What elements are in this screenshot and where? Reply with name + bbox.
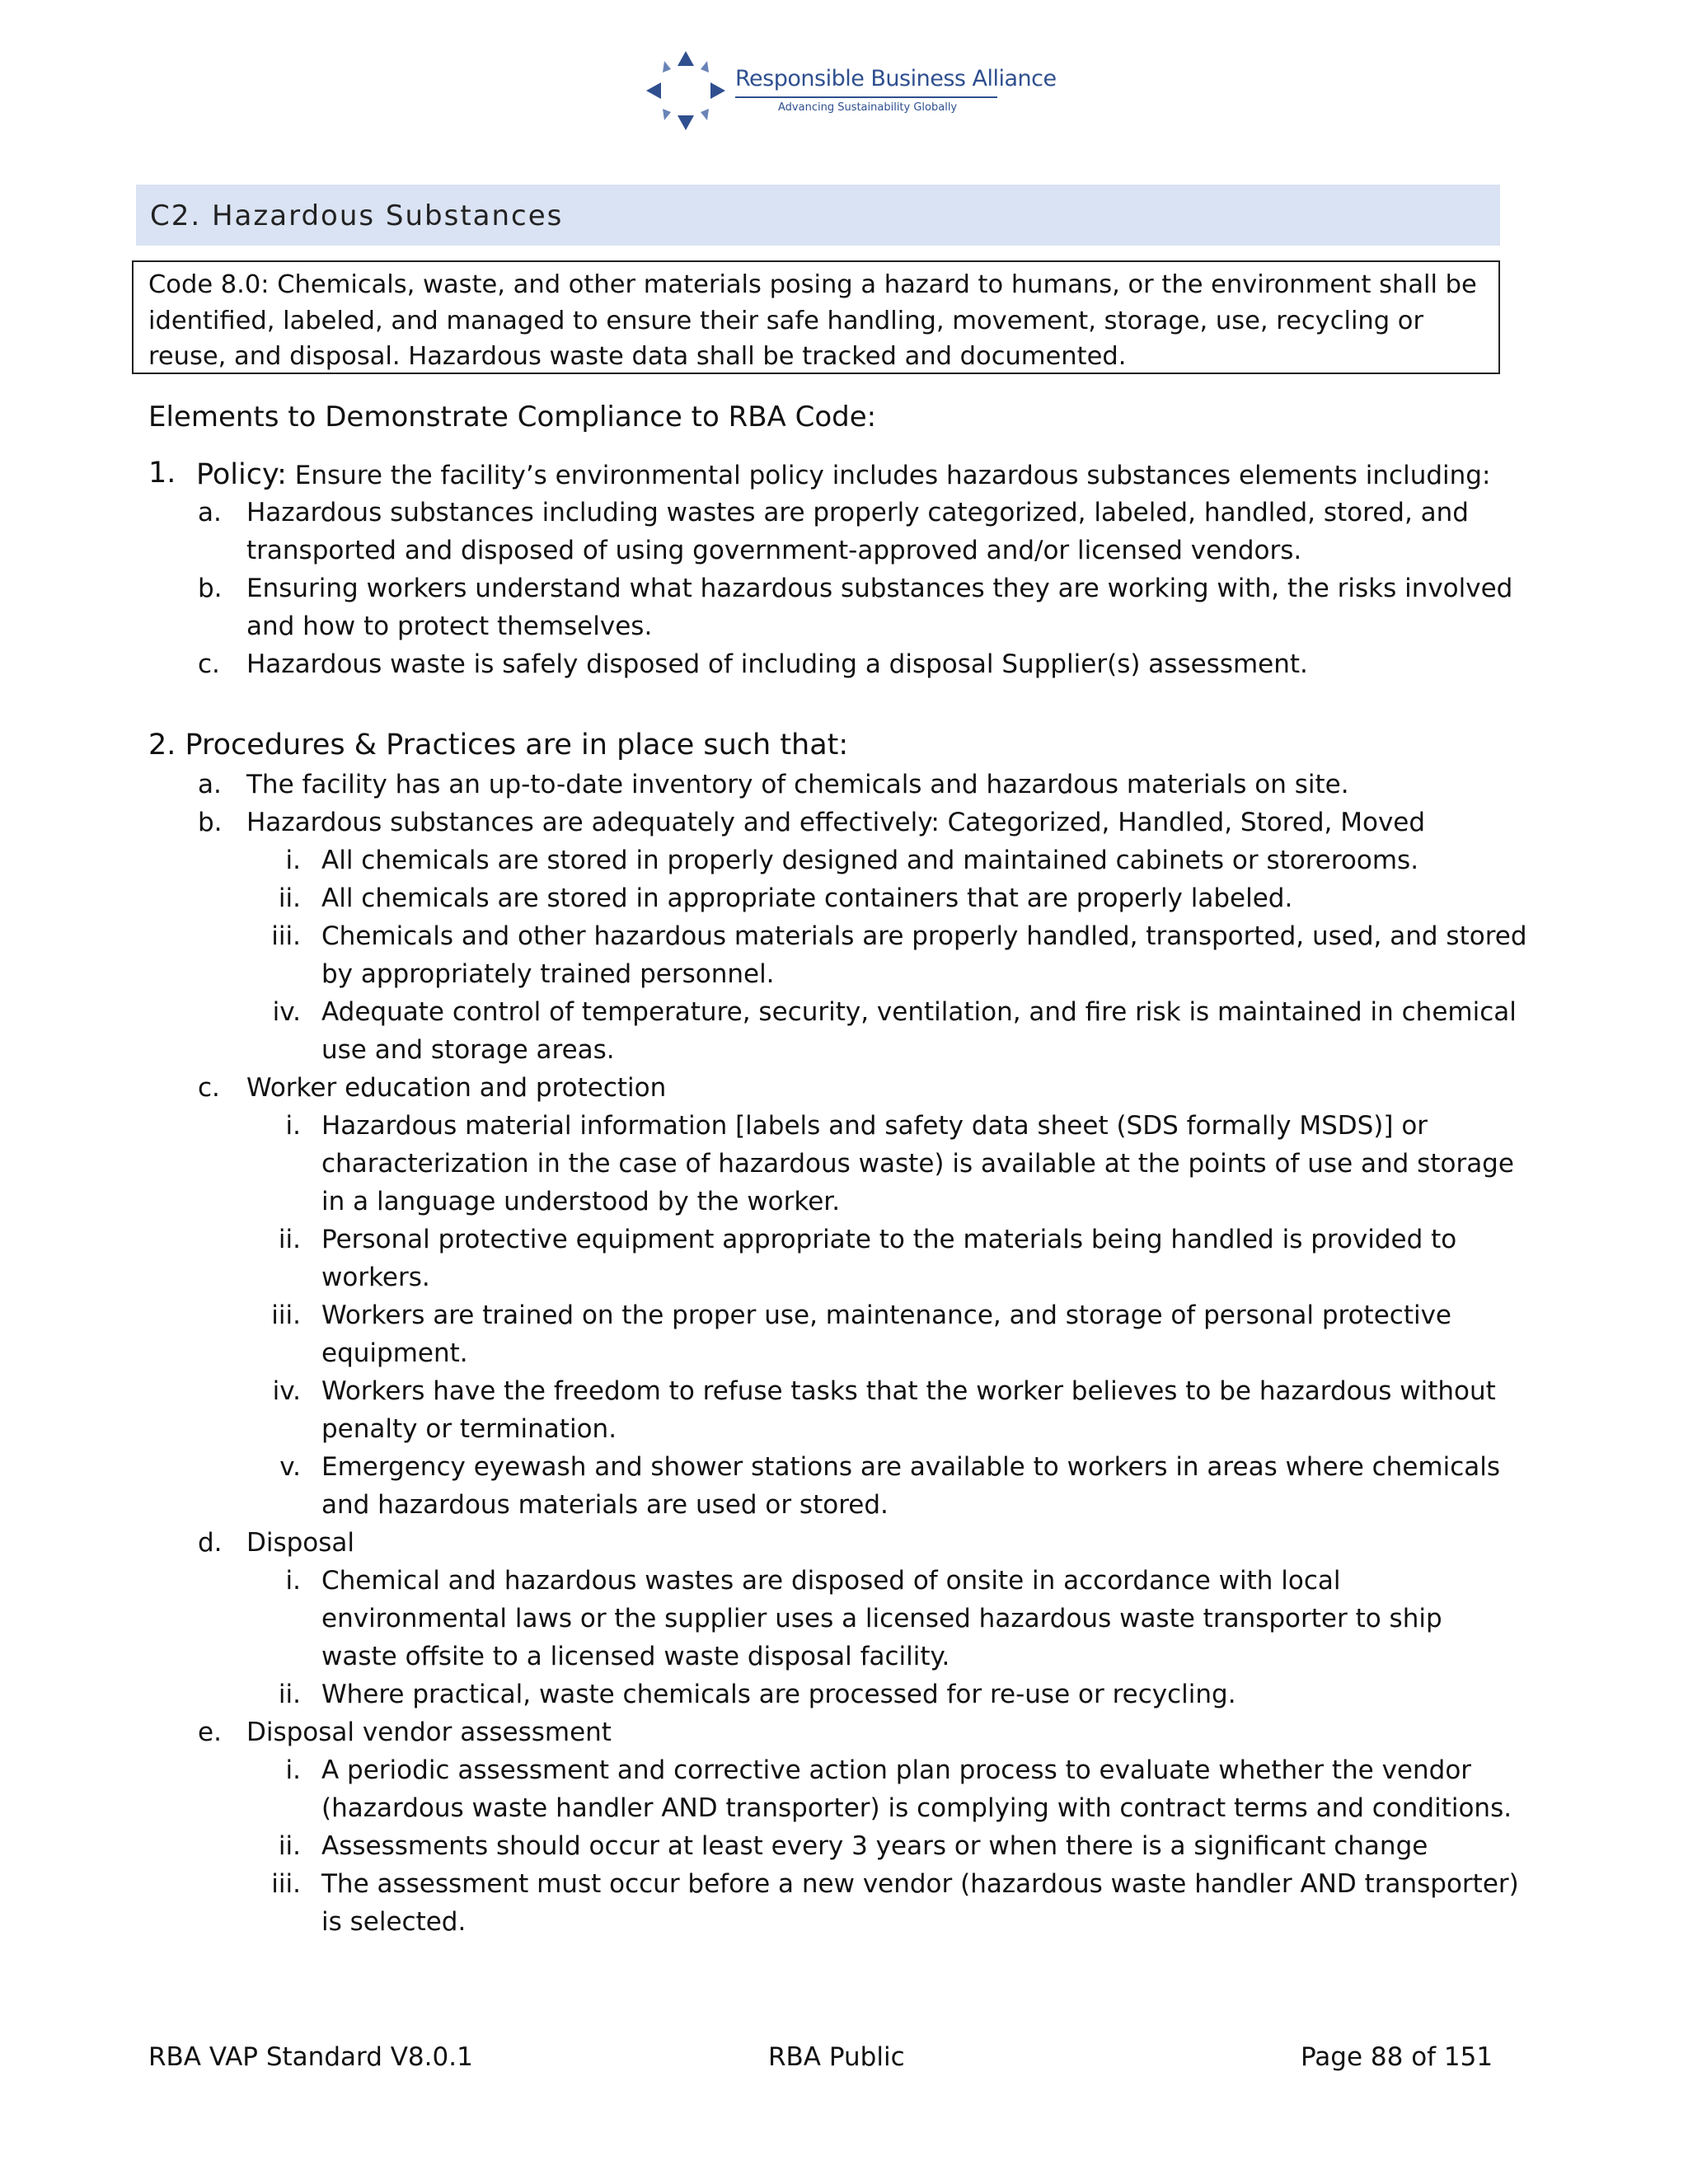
- sub-marker: ii.: [278, 1225, 301, 1254]
- policy-number: 1.: [148, 457, 176, 490]
- logo-tagline: Advancing Sustainability Globally: [778, 101, 958, 114]
- list-item-line: Ensuring workers understand what hazardous substances they are working with, the risks involved: [246, 574, 1513, 603]
- sub-item-line: (hazardous waste handler AND transporter) is complying with contract terms and conditions.: [321, 1793, 1512, 1823]
- sub-item-line: All chemicals are stored in appropriate containers that are properly labeled.: [321, 883, 1293, 913]
- sub-item-line: and hazardous materials are used or stored.: [321, 1490, 889, 1520]
- list-marker: a.: [198, 770, 222, 799]
- list-item-text: Disposal vendor assessment: [246, 1718, 612, 1747]
- sub-marker: iii.: [271, 1301, 301, 1330]
- list-marker: c.: [198, 1073, 220, 1103]
- sub-item-line: Personal protective equipment appropriate to the materials being handled is provided to: [321, 1225, 1457, 1254]
- sub-item-line: penalty or termination.: [321, 1414, 617, 1444]
- sub-marker: v.: [279, 1452, 301, 1482]
- list-item-text: Hazardous substances are adequately and effectively: Categorized, Handled, Stored, Moved: [246, 808, 1426, 837]
- sub-item-line: Chemicals and other hazardous materials are properly handled, transported, used, and stored: [321, 921, 1527, 951]
- list-item-line: and how to protect themselves.: [246, 612, 653, 641]
- list-item-text: Disposal: [246, 1528, 355, 1558]
- list-marker: c.: [198, 649, 220, 679]
- list-item-text: Worker education and protection: [246, 1073, 667, 1103]
- sub-item-line: Workers have the freedom to refuse tasks that the worker believes to be hazardous without: [321, 1376, 1496, 1406]
- sub-item-line: All chemicals are stored in properly designed and maintained cabinets or storerooms.: [321, 846, 1419, 875]
- list-marker: b.: [198, 808, 223, 837]
- footer-page-number: Page 88 of 151: [1301, 2042, 1493, 2072]
- sub-item-line: Chemical and hazardous wastes are disposed of onsite in accordance with local: [321, 1566, 1341, 1596]
- rba-logo: [645, 49, 1057, 132]
- sub-item-line: A periodic assessment and corrective action plan process to evaluate whether the vendor: [321, 1755, 1472, 1785]
- code-statement-box: Code 8.0: Chemicals, waste, and other materials posing a hazard to humans, or the environment shall be identified, labeled, and managed to ensure their safe handling, movement, storage, use, recycling or reuse, and disposal. Hazardous waste data shall be tracked and documented.: [132, 260, 1500, 374]
- policy-heading: [196, 458, 1490, 492]
- elements-heading: Elements to Demonstrate Compliance to RBA Code:: [148, 401, 877, 434]
- sub-item-line: equipment.: [321, 1338, 468, 1368]
- footer-classification: RBA Public: [768, 2042, 905, 2072]
- sub-item-line: The assessment must occur before a new vendor (hazardous waste handler AND transporter): [321, 1869, 1519, 1899]
- list-marker: e.: [198, 1718, 222, 1747]
- list-item-line: transported and disposed of using government-approved and/or licensed vendors.: [246, 536, 1302, 565]
- footer-standard: RBA VAP Standard V8.0.1: [148, 2042, 473, 2072]
- sub-marker: iv.: [272, 1376, 301, 1406]
- sub-item-line: Adequate control of temperature, security, ventilation, and fire risk is maintained in chemical: [321, 997, 1517, 1027]
- sub-item-line: Where practical, waste chemicals are processed for re-use or recycling.: [321, 1680, 1236, 1709]
- sub-marker: ii.: [278, 1680, 301, 1709]
- section-title: C2. Hazardous Substances: [150, 199, 564, 232]
- sub-marker: i.: [285, 1566, 301, 1596]
- sub-marker: iii.: [271, 1869, 301, 1899]
- logo-divider: [735, 96, 997, 98]
- sub-item-line: Hazardous material information [labels and safety data sheet (SDS formally MSDS)] or: [321, 1111, 1428, 1141]
- sub-marker: i.: [285, 1111, 301, 1141]
- list-marker: b.: [198, 574, 223, 603]
- sub-item-line: in a language understood by the worker.: [321, 1187, 841, 1216]
- sub-item-line: Emergency eyewash and shower stations are available to workers in areas where chemicals: [321, 1452, 1501, 1482]
- list-item-line: Hazardous waste is safely disposed of including a disposal Supplier(s) assessment.: [246, 649, 1308, 679]
- sub-item-line: use and storage areas.: [321, 1035, 615, 1065]
- list-marker: d.: [198, 1528, 223, 1558]
- list-item-text: The facility has an up-to-date inventory of chemicals and hazardous materials on site.: [246, 770, 1349, 799]
- sub-marker: i.: [285, 1755, 301, 1785]
- section-header: [136, 185, 1500, 246]
- procedures-heading: 2. Procedures & Practices are in place such that:: [148, 729, 849, 762]
- compass-arrows-icon: [645, 49, 727, 132]
- logo-name: Responsible Business Alliance: [735, 66, 1057, 91]
- sub-item-line: Workers are trained on the proper use, maintenance, and storage of personal protective: [321, 1301, 1452, 1330]
- policy-intro: Ensure the facility’s environmental policy includes hazardous substances elements including:: [294, 461, 1491, 490]
- sub-item-line: waste offsite to a licensed waste disposal facility.: [321, 1642, 950, 1671]
- list-marker: a.: [198, 498, 222, 527]
- sub-marker: iii.: [271, 921, 301, 951]
- sub-item-line: environmental laws or the supplier uses a licensed hazardous waste transporter to ship: [321, 1604, 1442, 1633]
- list-item-line: Hazardous substances including wastes are properly categorized, labeled, handled, stored, and: [246, 498, 1469, 527]
- policy-label: Policy:: [196, 458, 287, 491]
- sub-item-line: is selected.: [321, 1907, 467, 1937]
- sub-item-line: workers.: [321, 1263, 430, 1292]
- sub-marker: i.: [285, 846, 301, 875]
- sub-item-line: by appropriately trained personnel.: [321, 959, 775, 989]
- sub-marker: iv.: [272, 997, 301, 1027]
- sub-marker: ii.: [278, 1831, 301, 1861]
- sub-item-line: characterization in the case of hazardous waste) is available at the points of use and storage: [321, 1149, 1514, 1179]
- sub-item-line: Assessments should occur at least every 3 years or when there is a significant change: [321, 1831, 1428, 1861]
- sub-marker: ii.: [278, 883, 301, 913]
